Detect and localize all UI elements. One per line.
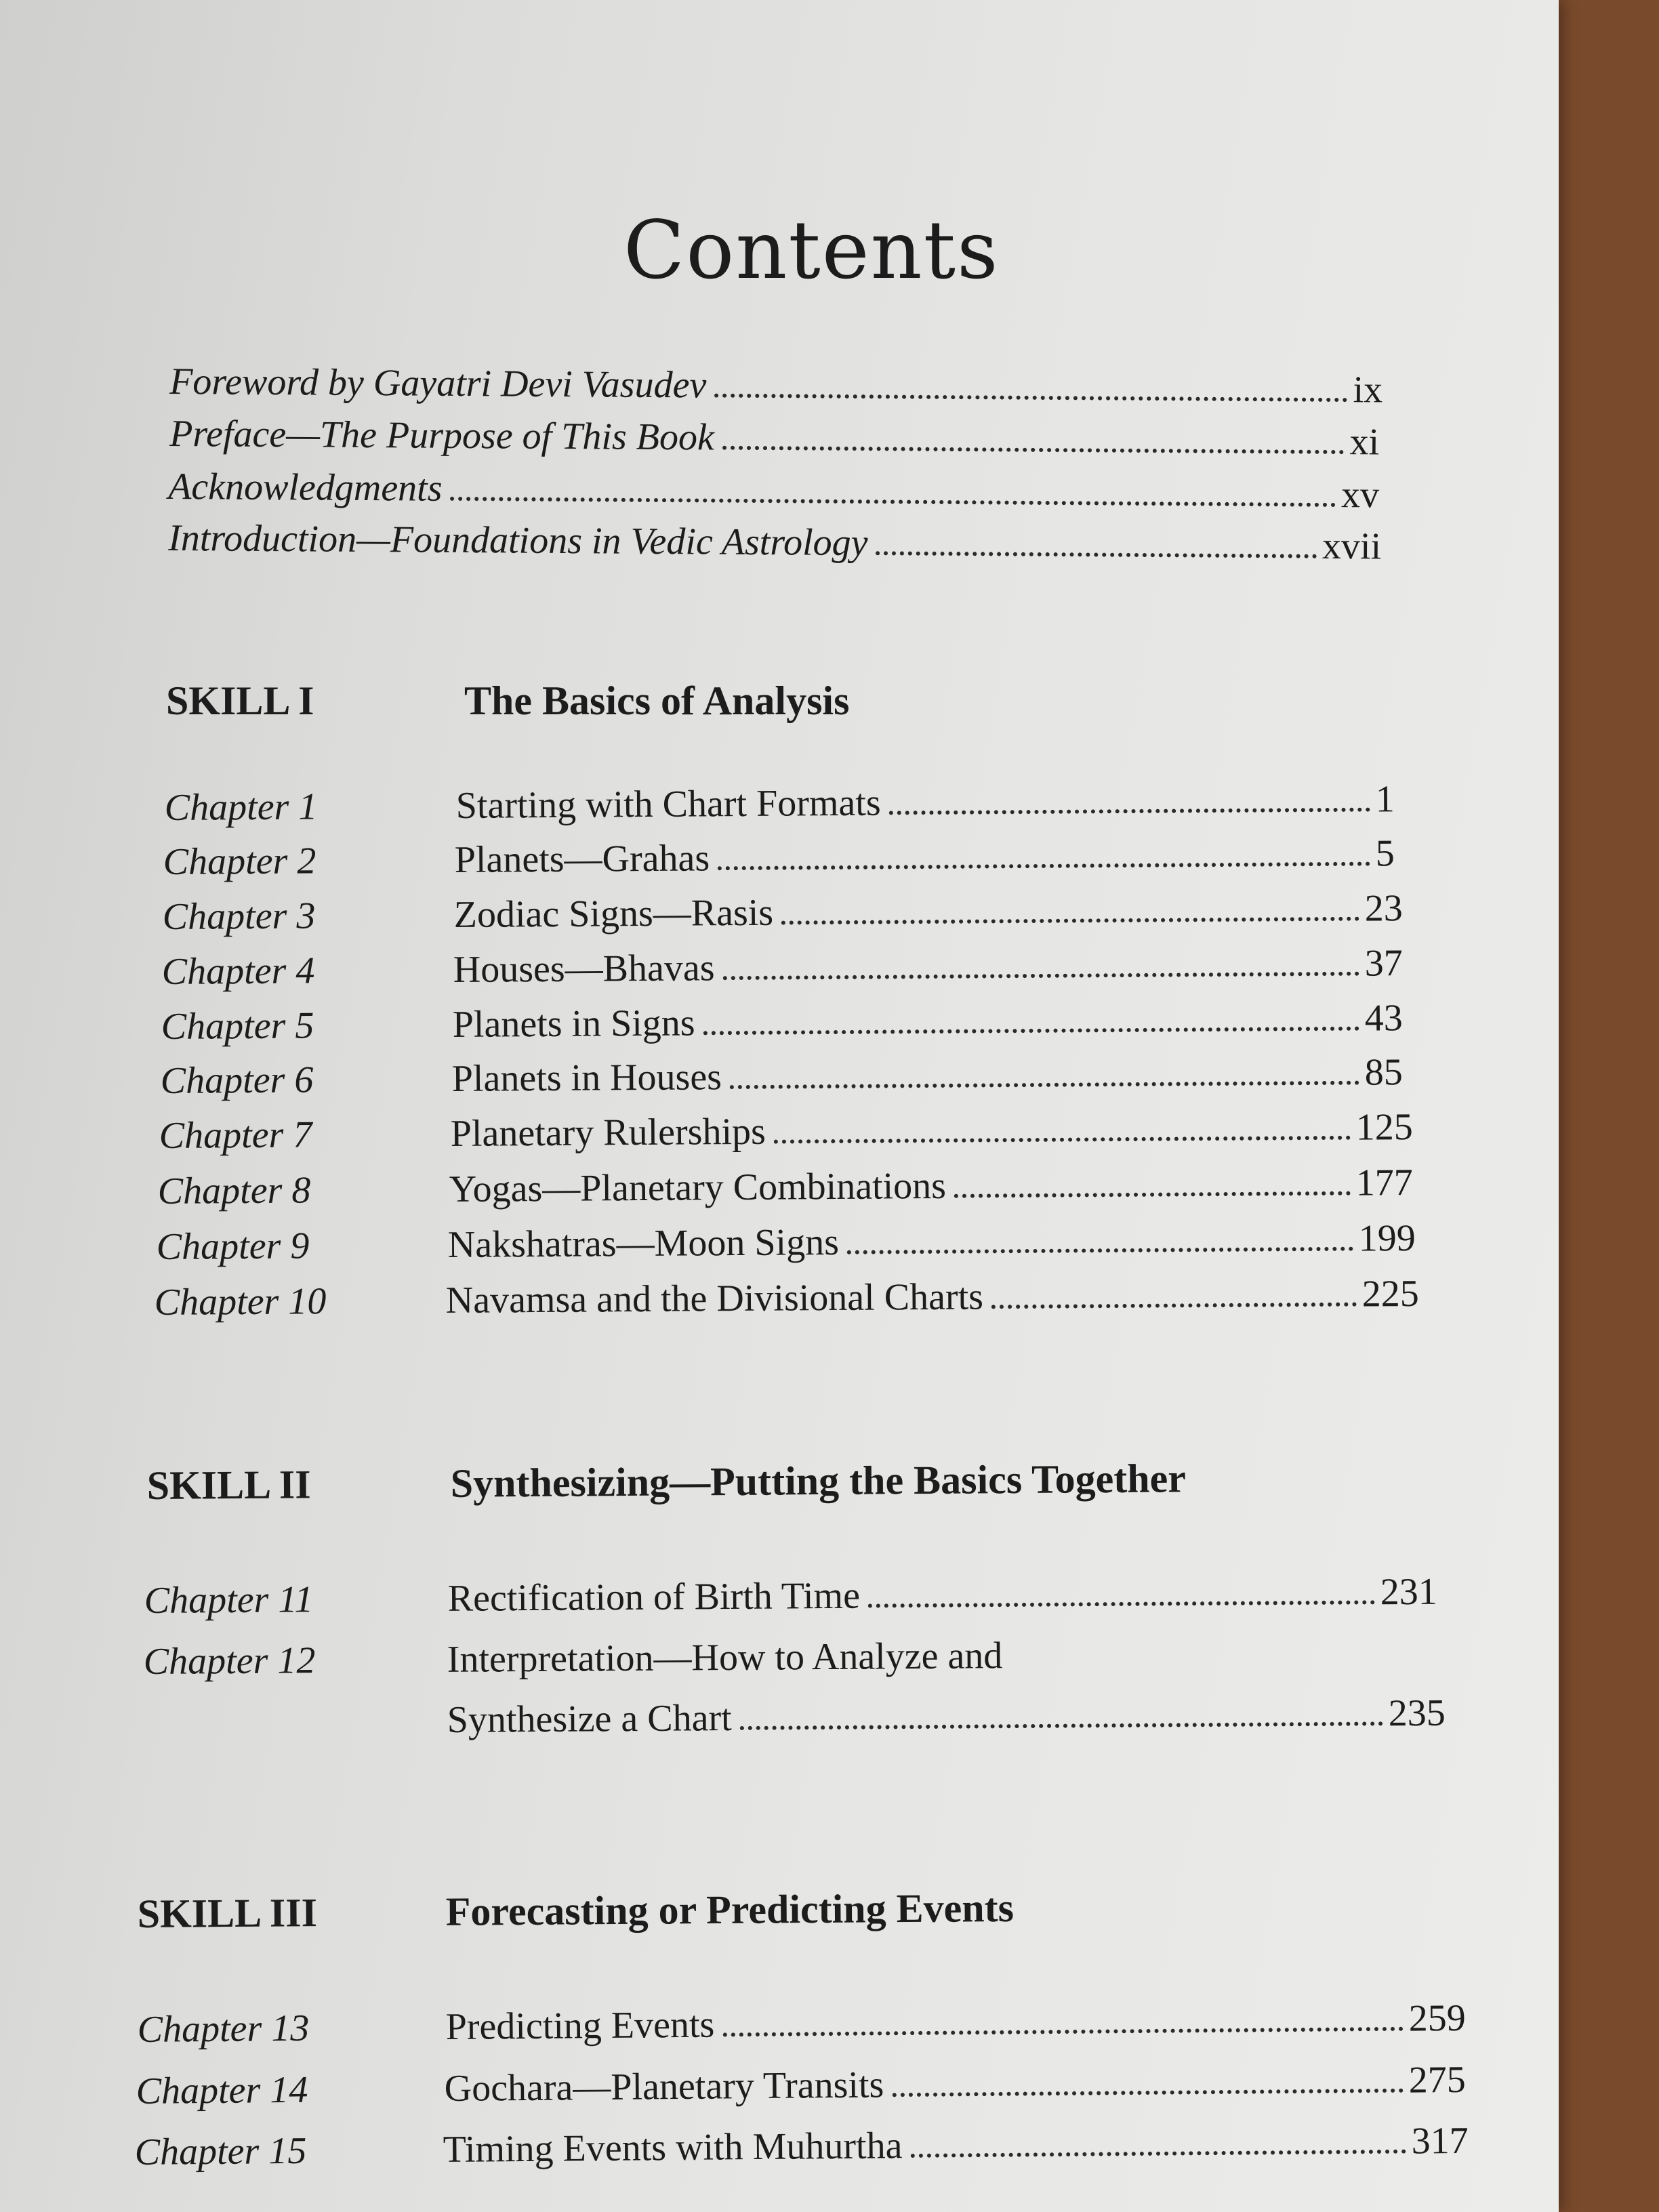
page-number: 275 — [1408, 2058, 1466, 2102]
skill-title: The Basics of Analysis — [464, 678, 850, 723]
skill-number: SKILL II — [146, 1462, 311, 1508]
chapter-number: Chapter 15 — [134, 2129, 307, 2173]
page-number: ix — [1353, 369, 1383, 411]
chapter-entry — [163, 889, 1403, 937]
dot-leader — [911, 2150, 1406, 2158]
chapter-title: Zodiac Signs—Rasis — [453, 891, 774, 936]
skill-heading — [166, 678, 849, 724]
chapter-title: Planetary Rulerships — [450, 1110, 766, 1155]
chapter-number: Chapter 2 — [163, 840, 316, 883]
chapter-entry — [134, 2119, 1469, 2173]
page-number: 231 — [1380, 1570, 1437, 1614]
dot-leader — [868, 1600, 1375, 1607]
chapter-entry — [159, 1108, 1413, 1156]
chapter-title: Planets in Signs — [452, 1002, 695, 1046]
chapter-entry — [144, 1570, 1437, 1622]
toc-entry-acknowledgments — [168, 468, 1379, 515]
page-number: 317 — [1411, 2119, 1469, 2163]
chapter-entry — [165, 780, 1395, 828]
chapter-number: Chapter 1 — [164, 785, 318, 829]
chapter-title: Nakshatras—Moon Signs — [447, 1221, 840, 1266]
page-number: 225 — [1361, 1272, 1419, 1315]
page-number: 85 — [1364, 1051, 1403, 1094]
page-number: xvii — [1322, 525, 1382, 568]
chapter-entry-continued — [447, 1694, 1446, 1740]
entry-label: Foreword by Gayatri Devi Vasudev — [169, 361, 707, 407]
chapter-number: Chapter 14 — [136, 2068, 308, 2112]
dot-leader — [722, 446, 1345, 454]
chapter-title: Rectification of Birth Time — [447, 1574, 861, 1620]
chapter-entry — [157, 1219, 1416, 1267]
chapter-number: Chapter 6 — [160, 1059, 314, 1102]
page-title: Contents — [623, 203, 1000, 297]
dot-leader — [740, 1721, 1383, 1730]
dot-leader — [774, 1136, 1351, 1144]
page-number: 235 — [1388, 1692, 1446, 1735]
page-number: 1 — [1375, 778, 1395, 821]
chapter-number: Chapter 11 — [144, 1578, 314, 1622]
dot-leader — [703, 1027, 1359, 1036]
chapter-title: Yogas—Planetary Combinations — [449, 1164, 947, 1210]
skill-title: Forecasting or Predicting Events — [445, 1885, 1015, 1934]
chapter-title: Predicting Events — [445, 2003, 715, 2049]
page-number: 177 — [1355, 1162, 1413, 1204]
entry-label: Introduction—Foundations in Vedic Astrology — [167, 517, 868, 565]
toc-entry-introduction — [168, 519, 1381, 567]
dot-leader — [847, 1247, 1353, 1254]
chapter-number: Chapter 12 — [143, 1639, 316, 1683]
dot-leader — [718, 862, 1370, 871]
dot-leader — [991, 1303, 1357, 1309]
page-number: 199 — [1358, 1217, 1416, 1260]
chapter-number: Chapter 9 — [156, 1225, 310, 1268]
dot-leader — [889, 808, 1370, 815]
chapter-number: Chapter 4 — [161, 949, 315, 993]
page-number: xv — [1340, 474, 1380, 516]
page-number: xi — [1349, 421, 1380, 464]
chapter-number: Chapter 7 — [159, 1113, 312, 1157]
dot-leader — [730, 1081, 1359, 1089]
chapter-number: Chapter 13 — [137, 2007, 310, 2051]
dot-leader — [892, 2089, 1403, 2097]
dot-leader — [722, 2027, 1403, 2037]
chapter-title: Synthesize a Chart — [447, 1697, 732, 1741]
chapter-title: Planets—Grahas — [454, 837, 710, 881]
chapter-number: Chapter 5 — [161, 1004, 314, 1048]
chapter-title: Timing Events with Muhurtha — [443, 2125, 903, 2171]
entry-label: Acknowledgments — [167, 466, 443, 510]
chapter-entry — [161, 1053, 1403, 1101]
chapter-entry — [154, 1272, 1419, 1324]
chapter-number: Chapter 3 — [162, 895, 316, 938]
chapter-entry — [162, 944, 1403, 992]
page-number: 125 — [1355, 1106, 1413, 1149]
toc-entry-preface — [169, 415, 1379, 462]
skill-heading — [147, 1455, 1187, 1509]
chapter-title: Houses—Bhavas — [453, 947, 715, 991]
entry-label: Preface—The Purpose of This Book — [169, 413, 715, 459]
page-number: 5 — [1375, 832, 1395, 875]
chapter-number: Chapter 10 — [154, 1280, 327, 1324]
skill-number: SKILL I — [166, 678, 314, 723]
dot-leader — [723, 972, 1359, 981]
page-number: 37 — [1364, 942, 1403, 985]
dot-leader — [954, 1191, 1351, 1198]
chapter-entry — [136, 2058, 1466, 2112]
page-number: 43 — [1364, 997, 1403, 1040]
page-number: 23 — [1364, 887, 1403, 930]
dot-leader — [714, 394, 1347, 403]
chapter-title: Starting with Chart Formats — [455, 781, 881, 827]
chapter-title: Navamsa and the Divisional Charts — [445, 1275, 984, 1322]
chapter-title: Interpretation—How to Analyze and — [447, 1635, 1003, 1681]
chapter-title: Planets in Houses — [451, 1056, 722, 1100]
chapter-entry — [137, 1996, 1466, 2051]
chapter-title: Gochara—Planetary Transits — [444, 2064, 884, 2110]
dot-leader — [876, 551, 1317, 558]
chapter-entry — [161, 999, 1403, 1047]
dot-leader — [450, 497, 1336, 507]
chapter-entry — [163, 834, 1395, 882]
skill-heading — [138, 1885, 1015, 1938]
chapter-number: Chapter 8 — [157, 1169, 311, 1212]
page-number: 259 — [1408, 1996, 1466, 2040]
skill-title: Synthesizing—Putting the Basics Together — [450, 1456, 1187, 1506]
chapter-entry — [144, 1634, 1431, 1681]
chapter-entry — [158, 1164, 1413, 1212]
toc-entry-foreword — [169, 363, 1382, 410]
dot-leader — [781, 917, 1359, 925]
skill-number: SKILL III — [137, 1890, 318, 1936]
